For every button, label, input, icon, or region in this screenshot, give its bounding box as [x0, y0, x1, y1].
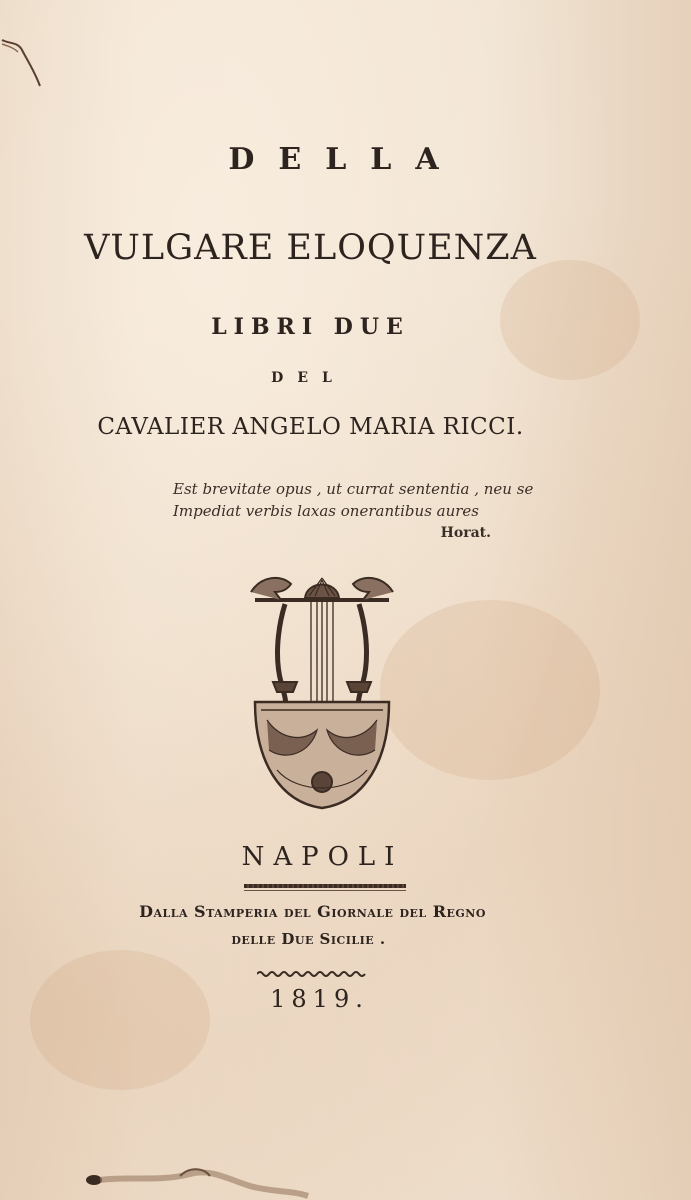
- epigraph: [173, 478, 573, 544]
- imprint-city: NAPOLI: [241, 842, 404, 872]
- title-line-del: DEL: [271, 370, 346, 386]
- epigraph-line-2: Impediat verbis laxas onerantibus aures: [173, 502, 480, 520]
- title-line-libri-due: LIBRI DUE: [211, 314, 410, 340]
- title-line-della: DELLA: [228, 142, 463, 177]
- foxing-stain: [30, 950, 210, 1090]
- paper-tear-mark: [0, 30, 45, 90]
- epigraph-line-1: Est brevitate opus , ut currat sententia , neu se: [173, 480, 534, 498]
- decorative-rule: [244, 884, 406, 888]
- epigraph-attribution: Horat.: [440, 525, 491, 541]
- publisher-line-2: delle Due Sicilie .: [231, 930, 386, 948]
- ornament-rule-icon: [257, 970, 369, 978]
- imprint-year: 1819.: [270, 985, 369, 1013]
- title-line-main: VULGARE ELOQUENZA: [84, 228, 537, 268]
- lyre-icon: [247, 570, 397, 814]
- publisher-line-1: Dalla Stamperia del Giornale del Regno: [139, 902, 486, 921]
- author-line: CAVALIER ANGELO MARIA RICCI.: [97, 414, 524, 440]
- wormhole-damage-mark: [80, 1160, 310, 1200]
- foxing-stain: [380, 600, 600, 780]
